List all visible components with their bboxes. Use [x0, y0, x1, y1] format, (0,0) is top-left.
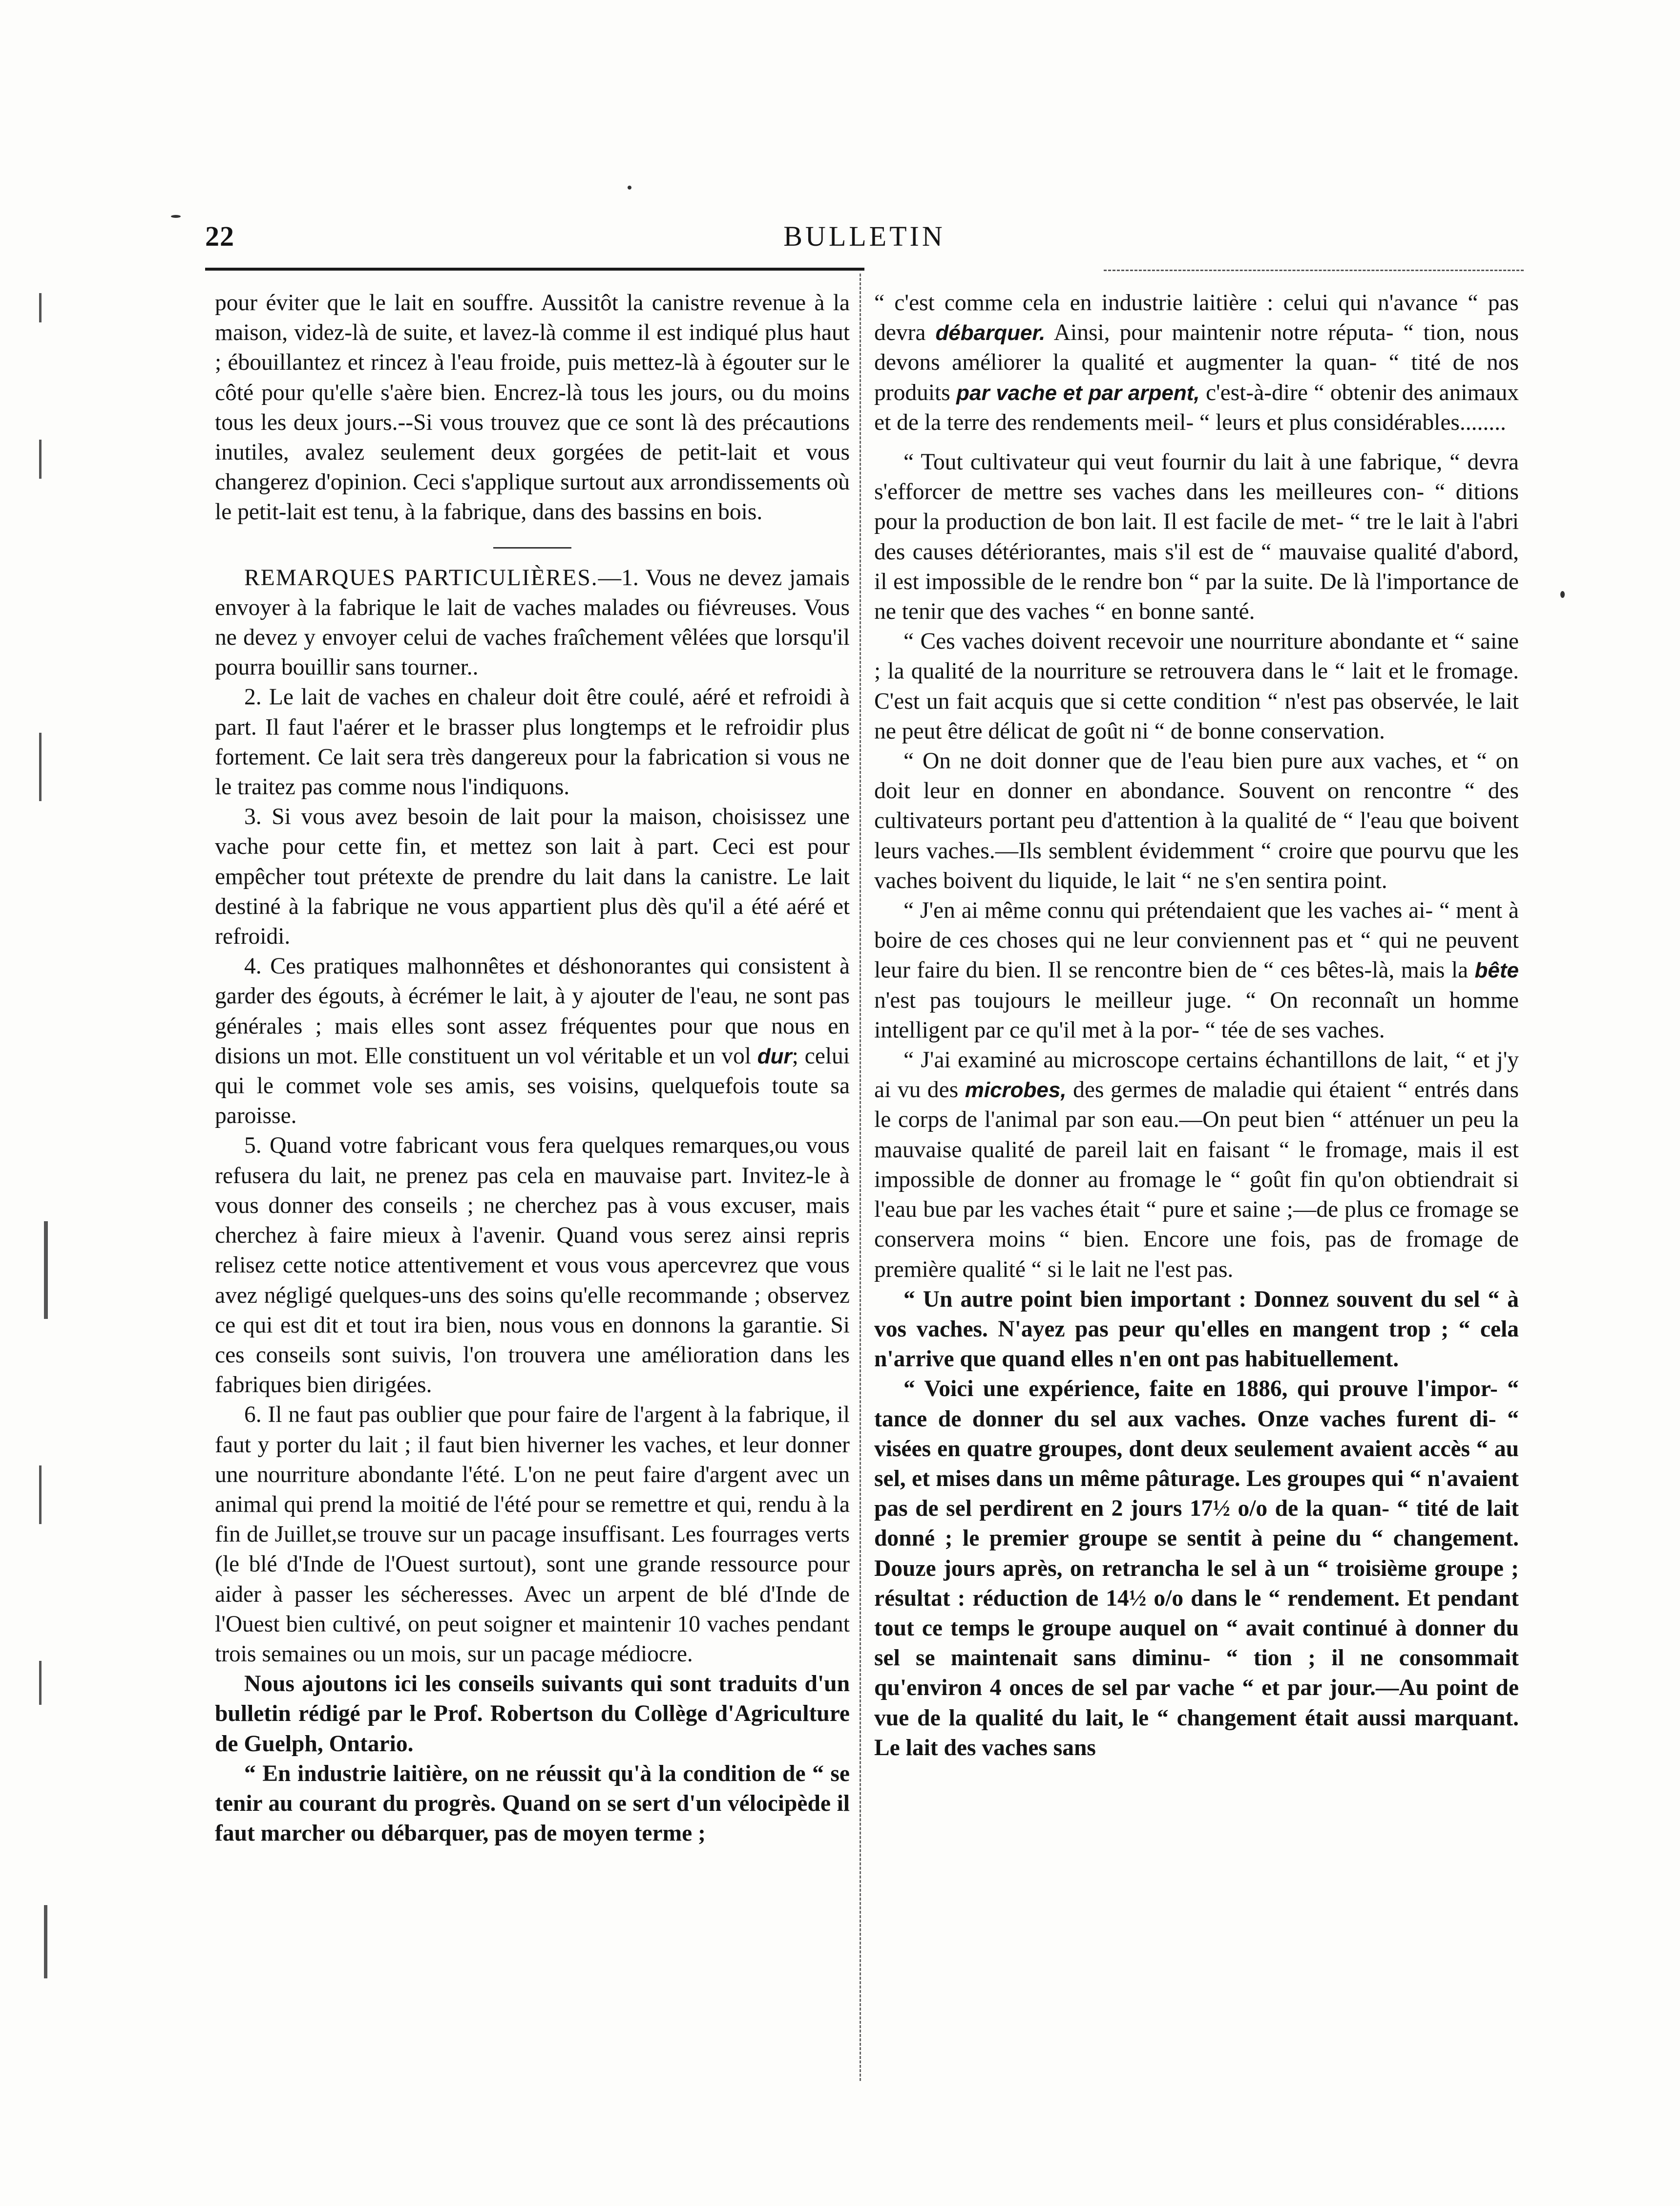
- page-number: 22: [205, 220, 234, 252]
- paragraph-remarques-3: 3. Si vous avez besoin de lait pour la maison, choisissez une vache pour cette fin, et mettez son lait à part. Ceci est pour empêcher tout prétexte de prendre du lait dans la canistre. Le lait destiné à la fabrique ne vous appartient plus dès qu'il a été aéré et refroidi.: [215, 804, 850, 950]
- remarques-1-text: —1. Vous ne devez jamais envoyer à la fabrique le lait de vaches malades ou fiévreuses. Vous ne devez y envoyer celui de vaches fraîchement vêlées que lorsqu'il pourra bouillir sans tourner..: [215, 565, 850, 680]
- quote-eau: “ On ne doit donner que de l'eau bien pure aux vaches, et “ on doit leur en donner en abondance. Souvent on rencontre “ des cultivateurs portant peu d'attention à la qualité de “ l'eau que boivent leurs vaches.—Ils semblent évidemment “ croire que pourvu que les vaches boivent du liquide, le lait “ ne s'en sentira point.: [874, 748, 1519, 893]
- quote-nourriture: “ Ces vaches doivent recevoir une nourriture abondante et “ saine ; la qualité de la nourriture se retrouvera dans le “ lait et le fromage. C'est un fait acquis que si cette condition “ n'est pas observée, le lait ne peut être délicat de goût ni “ de bonne conservation.: [874, 629, 1519, 744]
- quote-debarquer: “ c'est comme cela en industrie laitière : celui qui n'avance “ pas devra débarquer. Ainsi, pour maintenir notre réputa- “ tion, nous devons améliorer la qualité et augmenter la quan- “ tité de nos produits par vache et par arpent, c'est-à-dire “ obtenir des animaux et de la terre des rendements meil- “ leurs et plus considérables........: [874, 290, 1519, 435]
- column-divider: [860, 274, 861, 2081]
- section-rule: [493, 547, 571, 549]
- emphasis-microbes: microbes,: [965, 1078, 1067, 1103]
- scan-speck: [628, 186, 631, 190]
- paragraph-remarques-5: 5. Quand votre fabricant vous fera quelques remarques,ou vous refusera du lait, ne prenez pas cela en mauvaise part. Invitez-le à vous donner des conseils ; ne cherchez pas à vous excuser, mais cherchez à faire mieux à l'avenir. Quand vous serez ainsi repris relisez cette notice attentivement et vous vous apercevrez que vous avez négligé quelques-uns des soins qu'elle recommande ; observez ce qui est dit et tout ira bien, nous vous en donnons la garantie. Si ces conseils sont suivis, l'on trouvera une amélioration dans les fabriques bien dirigées.: [215, 1133, 850, 1398]
- emphasis-dur: dur: [757, 1044, 792, 1068]
- left-column: [215, 288, 850, 1848]
- emphasis-par-vache: par vache et par arpent,: [956, 381, 1200, 405]
- paragraph-remarques-4: 4. Ces pratiques malhonnêtes et déshonorantes qui consistent à garder des égouts, à écrémer le lait, à y ajouter de l'eau, ne sont pas générales ; mais elles sont assez fréquentes pour que nous en disions un mot. Elle constituent un vol véritable et un vol dur; celui qui le commet vole ses amis, ses voisins, quelquefois toute sa paroisse.: [215, 954, 850, 1129]
- header-rule: [205, 268, 864, 271]
- paragraph-robertson-intro: Nous ajoutons ici les conseils suivants qui sont traduits d'un bulletin rédigé par le Prof. Robertson du Collège d'Agriculture de Guelph, Ontario.: [215, 1671, 850, 1757]
- scan-speck: [1560, 591, 1565, 598]
- paragraph-quote-start: “ En industrie laitière, on ne réussit qu'à la condition de “ se tenir au courant du progrès. Quand on se sert d'un vélocipède il faut marcher ou débarquer, pas de moyen terme ;: [215, 1761, 850, 1846]
- scan-speck: [171, 215, 181, 218]
- paragraph-remarques-2: 2. Le lait de vaches en chaleur doit être coulé, aéré et refroidi à part. Il faut l'aérer et le brasser plus longtemps et le refroidir plus fortement. Ce lait sera très dangereux pour la fabrication si vous ne le traitez pas comme nous l'indiquons.: [215, 684, 850, 800]
- paragraph-remarques-1: [215, 563, 850, 683]
- paragraph-canistre: pour éviter que le lait en souffre. Aussitôt la canistre revenue à la maison, videz-là de suite, et lavez-là comme il est indiqué plus haut ; ébouillantez et rincez à l'eau froide, puis mettez-là à égouter sur le côté pour qu'elle s'aère bien. Encrez-là tous les jours, ou du moins tous les deux jours.--Si vous trouvez que ce sont là des précautions inutiles, avalez seulement deux gorgées de petit-lait et vous changerez d'opinion. Ceci s'applique surtout aux arrondissements où le petit-lait est tenu, à la fabrique, dans des bassins en bois.: [215, 290, 850, 525]
- quote-sel: “ Un autre point bien important : Donnez souvent du sel “ à vos vaches. N'ayez pas peur qu'elles en mangent trop ; “ cela n'arrive que quand elles n'en ont pas habituellement.: [874, 1286, 1519, 1372]
- quote-microbes: “ J'ai examiné au microscope certains échantillons de lait, “ et j'y ai vu des microbes, des germes de maladie qui étaient “ entrés dans le corps de l'animal par son eau.—On peut bien “ atténuer un peu la mauvaise qualité de pareil lait en faisant “ le fromage, mais il est impossible de donner au fromage le “ goût fin qu'on obtiendrait si l'eau bue par les vaches était “ pure et saine ;—de plus ce fromage se conservera moins “ bien. Encore une fois, pas de fromage de première qualité “ si le lait ne l'est pas.: [874, 1047, 1519, 1282]
- header-rule-dashed: [1104, 270, 1524, 273]
- quote-experience: “ Voici une expérience, faite en 1886, qui prouve l'impor- “ tance de donner du sel aux vaches. Onze vaches furent di- “ visées en quatre groupes, dont deux seulement avaient accès “ au sel, et mises dans un même pâturage. Les groupes qui “ n'avaient pas de sel perdirent en 2 jours 17½ o/o de la quan- “ tité de lait donné ; le premier groupe se sentit à peine du “ changement. Douze jours après, on retrancha le sel à un “ troisième groupe ; résultat : réduction de 14½ o/o dans le “ rendement. Et pendant tout ce temps le groupe auquel on “ avait continué à donner du sel se maintenait sans diminu- “ tion ; il ne consommait qu'environ 4 onces de sel par vache “ et par jour.—Au point de vue de la qualité du lait, le “ changement était aussi marquant. Le lait des vaches sans: [874, 1376, 1519, 1761]
- quote-bete: “ J'en ai même connu qui prétendaient que les vaches ai- “ ment à boire de ces choses qui ne leur conviennent pas et “ qui ne peuvent leur faire du bien. Il se rencontre bien de “ ces bêtes-là, mais la bête n'est pas toujours le meilleur juge. “ On reconnaît un homme intelligent par ce qu'il met à la por- “ tée de ses vaches.: [874, 898, 1519, 1043]
- quote-cultivateur: “ Tout cultivateur qui veut fournir du lait à une fabrique, “ devra s'efforcer de mettre ses vaches dans les meilleures con- “ ditions pour la production de bon lait. Il est facile de met- “ tre le lait à l'abri des causes détériorantes, mais s'il est de “ mauvaise qualité d'abord, il est impossible de le rendre bon “ par la suite. De là l'importance de ne tenir que des vaches “ en bonne santé.: [874, 449, 1519, 625]
- paragraph-remarques-6: 6. Il ne faut pas oublier que pour faire de l'argent à la fabrique, il faut y porter du lait ; il faut bien hiverner les vaches, et leur donner une nourriture abondante l'été. L'on ne peut faire d'argent avec un animal qui prend la moitié de l'été pour se remettre et qui, rendu à la fin de Juillet,se trouve sur un pacage insuffisant. Les fourrages verts (le blé d'Inde de l'Ouest surtout), sont une grande ressource pour aider à passer les sécheresses. Avec un arpent de blé d'Inde de l'Ouest bien cultivé, on peut soigner et maintenir 10 vaches pendant trois semaines ou un mois, sur un pacage médiocre.: [215, 1402, 850, 1667]
- page-header: [205, 220, 1524, 264]
- right-column: [874, 288, 1519, 1763]
- emphasis-debarquer: débarquer.: [935, 321, 1046, 345]
- running-title: BULLETIN: [783, 220, 945, 252]
- remarques-heading: REMARQUES PARTICULIÈRES.: [244, 565, 598, 591]
- emphasis-bete: bête: [1474, 958, 1519, 983]
- scan-edge-marks: [29, 293, 63, 2149]
